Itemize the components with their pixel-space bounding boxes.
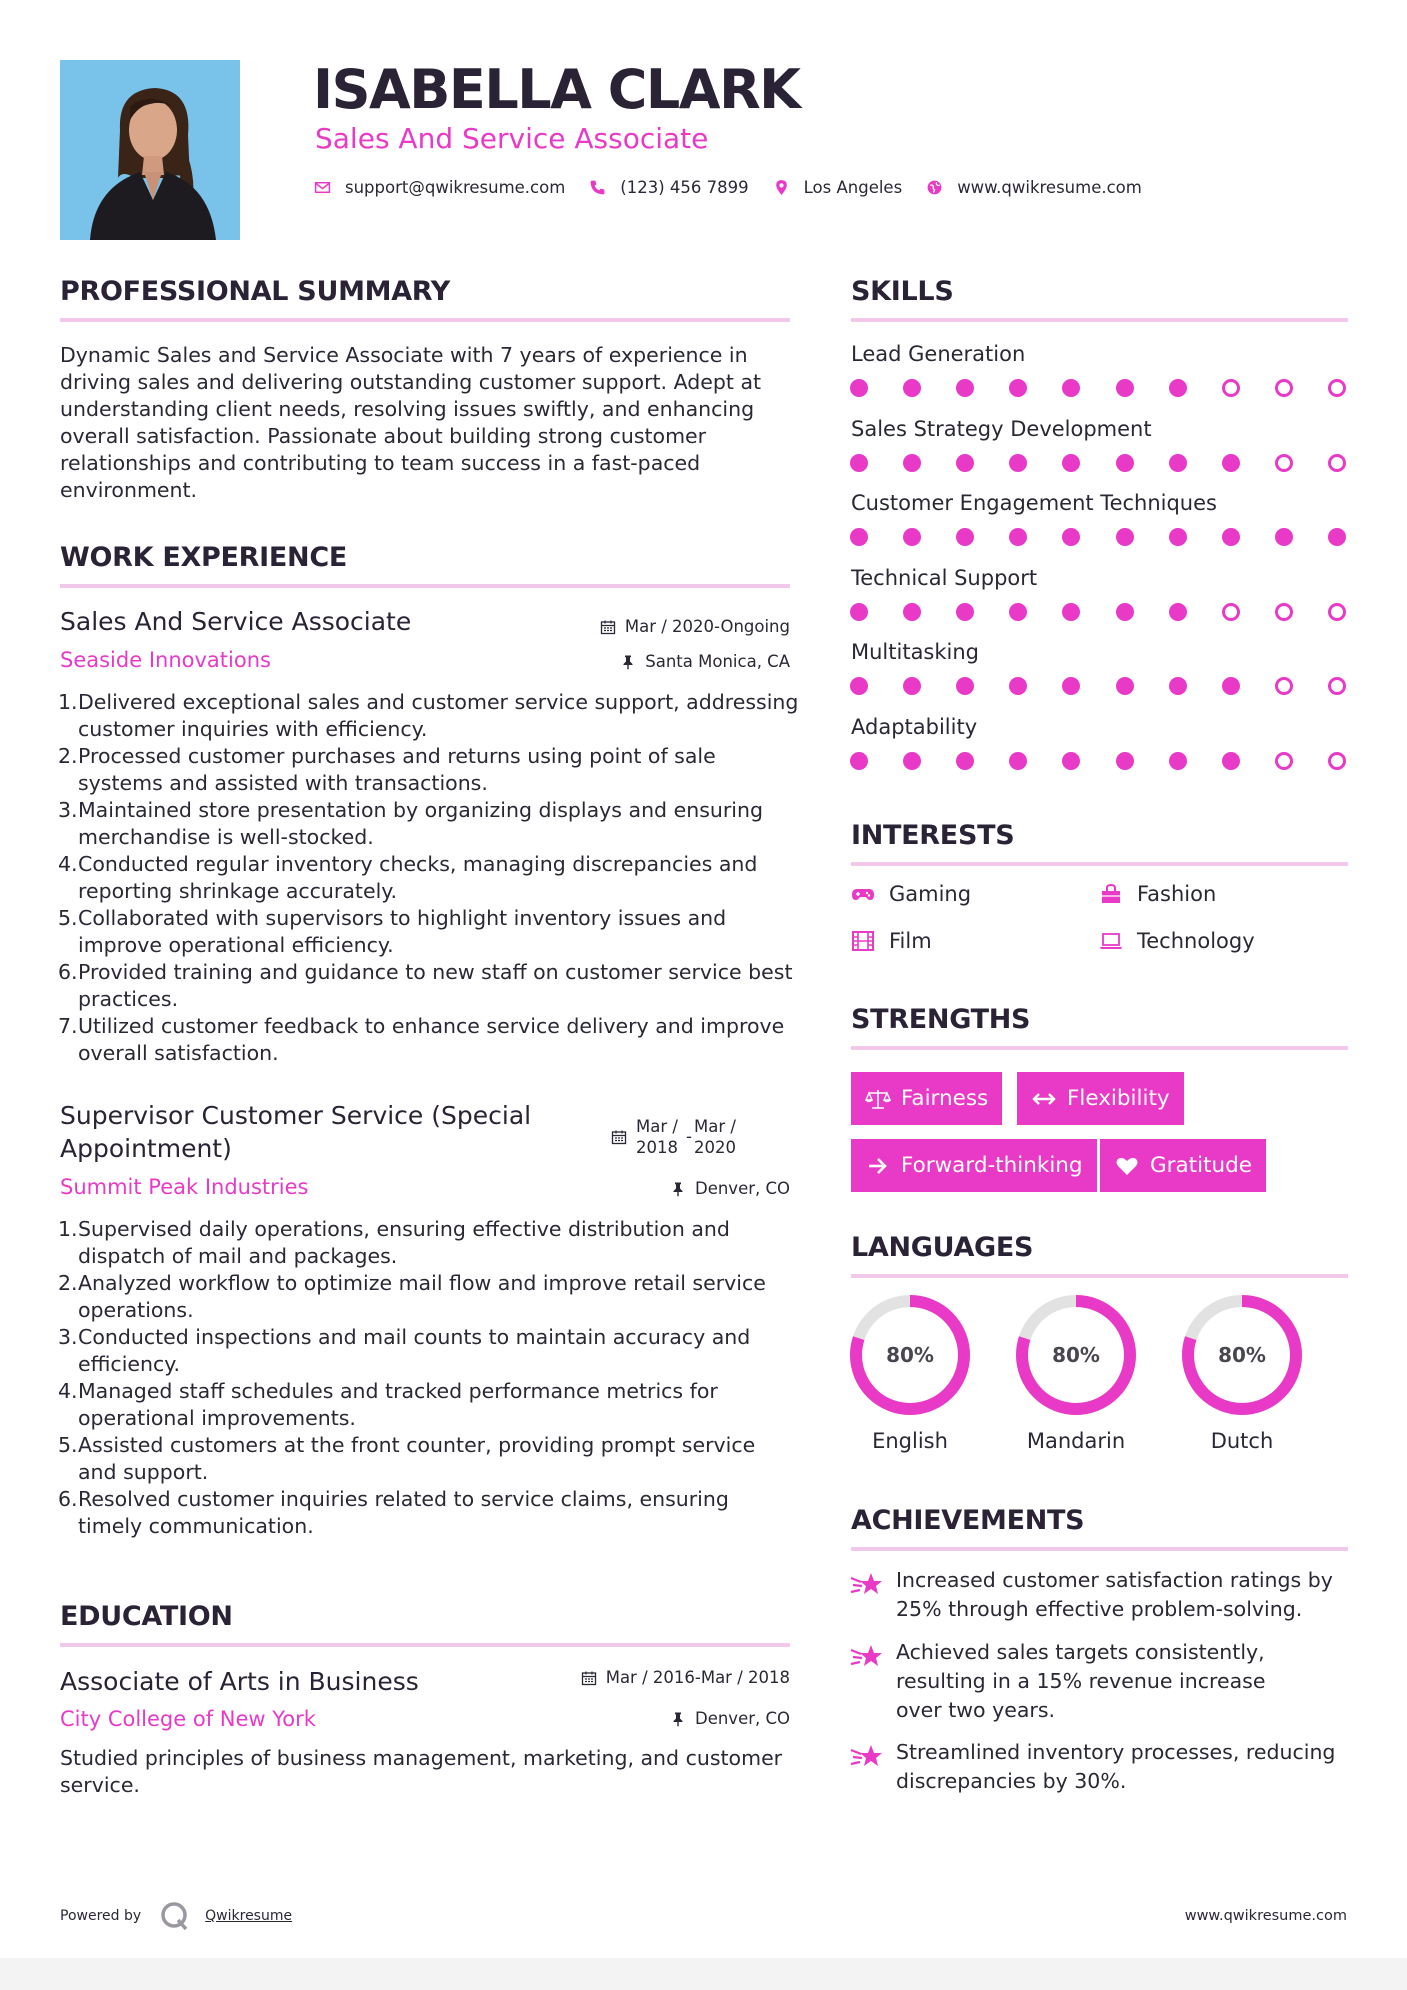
contact-location bbox=[773, 178, 903, 197]
rating-dot-filled bbox=[956, 454, 974, 472]
education-location-text: Denver, CO bbox=[694, 1709, 790, 1728]
interest-gaming bbox=[851, 882, 971, 906]
skill-rating bbox=[850, 379, 1346, 397]
rating-dot-filled bbox=[903, 454, 921, 472]
education-description: Studied principles of business management, marketing, and customer service. bbox=[60, 1746, 783, 1797]
rating-dot-filled bbox=[956, 752, 974, 770]
calendar-icon bbox=[600, 619, 616, 635]
bullet-text: Delivered exceptional sales and customer service support, addressing customer inquiries with efficiency. bbox=[78, 690, 799, 741]
experience-heading: WORK EXPERIENCE bbox=[60, 542, 347, 573]
strengths-heading: STRENGTHS bbox=[851, 1004, 1031, 1035]
language-name: Mandarin bbox=[1026, 1429, 1126, 1453]
job-location bbox=[670, 1179, 790, 1198]
language-name: Dutch bbox=[1210, 1429, 1274, 1453]
experience-divider bbox=[60, 584, 790, 588]
rating-dot-empty bbox=[1275, 603, 1293, 621]
rating-dot-filled bbox=[1009, 677, 1027, 695]
bullet-text: Managed staff schedules and tracked performance metrics for operational improvements. bbox=[78, 1379, 718, 1430]
rating-dot-filled bbox=[1116, 454, 1134, 472]
film-icon bbox=[851, 930, 875, 952]
footer-powered-by bbox=[60, 1900, 292, 1932]
list-item: 4. Managed staff schedules and tracked performance metrics for operational improvements. bbox=[58, 1379, 718, 1430]
globe-icon bbox=[926, 179, 943, 196]
rating-dot-filled bbox=[1009, 752, 1027, 770]
skill-rating bbox=[850, 603, 1346, 621]
job-date-start: Mar / 2018 bbox=[636, 1117, 678, 1157]
rating-dot-filled bbox=[850, 677, 868, 695]
education-location bbox=[670, 1709, 790, 1728]
education-date bbox=[581, 1668, 790, 1687]
rating-dot-filled bbox=[1169, 454, 1187, 472]
bullet-text: Processed customer purchases and returns using point of sale systems and assisted with transactions. bbox=[78, 744, 716, 795]
skill-rating bbox=[850, 752, 1346, 770]
strengths-divider bbox=[851, 1046, 1348, 1050]
shopping-bag-icon bbox=[1099, 883, 1123, 905]
phone-icon bbox=[589, 179, 606, 196]
pushpin-icon bbox=[670, 1181, 686, 1197]
footer-website[interactable]: www.qwikresume.com bbox=[1184, 1908, 1347, 1924]
rating-dot-filled bbox=[956, 603, 974, 621]
strength-label: Gratitude bbox=[1150, 1153, 1253, 1178]
rating-dot-filled bbox=[1222, 528, 1240, 546]
bullet-text: Conducted regular inventory checks, managing discrepancies and reporting shrinkage accurately. bbox=[78, 852, 758, 903]
skill-name: Sales Strategy Development bbox=[851, 416, 1152, 441]
rating-dot-empty bbox=[1222, 603, 1240, 621]
rating-dot-filled bbox=[1169, 603, 1187, 621]
person-portrait-icon bbox=[60, 60, 240, 240]
language-progress-ring bbox=[848, 1293, 972, 1417]
rating-dot-filled bbox=[1169, 379, 1187, 397]
rating-dot-filled bbox=[850, 379, 868, 397]
arrow-right-icon bbox=[865, 1155, 891, 1177]
achievement-item: Achieved sales targets consistently, resulting in a 15% revenue increase over two years. bbox=[896, 1640, 1266, 1722]
strength-label: Forward-thinking bbox=[901, 1153, 1083, 1178]
strength-tag-fairness bbox=[851, 1072, 1002, 1125]
gamepad-icon bbox=[851, 883, 875, 905]
bottom-bar bbox=[0, 1958, 1407, 1990]
rating-dot-filled bbox=[1275, 528, 1293, 546]
skill-rating bbox=[850, 528, 1346, 546]
rating-dot-filled bbox=[1062, 528, 1080, 546]
job-title: Supervisor Customer Service (Special Appointment) bbox=[60, 1101, 532, 1163]
job-bullets bbox=[60, 689, 800, 1067]
rating-dot-filled bbox=[1062, 454, 1080, 472]
list-item: 7. Utilized customer feedback to enhance service delivery and improve overall satisfaction. bbox=[58, 1014, 785, 1065]
interests-divider bbox=[851, 862, 1348, 866]
rating-dot-filled bbox=[903, 677, 921, 695]
profile-photo bbox=[60, 60, 240, 240]
rating-dot-filled bbox=[1222, 677, 1240, 695]
rating-dot-filled bbox=[850, 603, 868, 621]
job-date-separator: - bbox=[686, 1127, 692, 1146]
school-name: City College of New York bbox=[60, 1707, 316, 1731]
achievements-heading: ACHIEVEMENTS bbox=[851, 1505, 1085, 1536]
bullet-text: Utilized customer feedback to enhance service delivery and improve overall satisfaction. bbox=[78, 1014, 785, 1065]
rating-dot-empty bbox=[1328, 379, 1346, 397]
rating-dot-filled bbox=[1328, 528, 1346, 546]
rating-dot-filled bbox=[1169, 752, 1187, 770]
qwikresume-logo-icon bbox=[159, 1900, 191, 1932]
language-percent: 80% bbox=[886, 1343, 934, 1367]
education-divider bbox=[60, 1643, 790, 1647]
list-item: 2. Processed customer purchases and returns using point of sale systems and assisted with transactions. bbox=[58, 744, 716, 795]
skill-rating bbox=[850, 454, 1346, 472]
rating-dot-empty bbox=[1328, 454, 1346, 472]
shooting-star-icon bbox=[849, 1742, 883, 1772]
bullet-text: Assisted customers at the front counter, providing prompt service and support. bbox=[78, 1433, 756, 1484]
rating-dot-filled bbox=[1062, 379, 1080, 397]
language-progress-ring bbox=[1180, 1293, 1304, 1417]
rating-dot-empty bbox=[1328, 603, 1346, 621]
skill-rating bbox=[850, 677, 1346, 695]
location-text: Los Angeles bbox=[803, 178, 903, 197]
interest-film bbox=[851, 929, 932, 953]
interest-label: Fashion bbox=[1137, 882, 1217, 906]
rating-dot-filled bbox=[956, 528, 974, 546]
bullet-text: Supervised daily operations, ensuring effective distribution and dispatch of mail and packages. bbox=[78, 1217, 730, 1268]
summary-divider bbox=[60, 318, 790, 322]
company-name: Summit Peak Industries bbox=[60, 1175, 309, 1199]
bullet-text: Provided training and guidance to new staff on customer service best practices. bbox=[78, 960, 793, 1011]
rating-dot-filled bbox=[956, 677, 974, 695]
interest-technology bbox=[1099, 929, 1255, 953]
rating-dot-empty bbox=[1275, 677, 1293, 695]
rating-dot-filled bbox=[1222, 752, 1240, 770]
heart-icon bbox=[1114, 1155, 1140, 1177]
arrows-horizontal-icon bbox=[1031, 1088, 1057, 1110]
interest-fashion bbox=[1099, 882, 1216, 906]
skill-name: Lead Generation bbox=[851, 342, 1026, 366]
pushpin-icon bbox=[620, 654, 636, 670]
rating-dot-empty bbox=[1275, 379, 1293, 397]
rating-dot-filled bbox=[1009, 454, 1027, 472]
skill-name: Adaptability bbox=[851, 714, 978, 739]
bullet-text: Collaborated with supervisors to highlight inventory issues and improve operational efficiency. bbox=[78, 906, 727, 957]
candidate-name: ISABELLA CLARK bbox=[313, 58, 800, 121]
rating-dot-filled bbox=[903, 528, 921, 546]
rating-dot-filled bbox=[1009, 379, 1027, 397]
skill-name: Customer Engagement Techniques bbox=[851, 491, 1217, 515]
rating-dot-filled bbox=[903, 379, 921, 397]
list-item: 4. Conducted regular inventory checks, managing discrepancies and reporting shrinkage accurately. bbox=[58, 852, 758, 903]
strength-label: Fairness bbox=[901, 1086, 989, 1111]
job-date-text: Mar / 2020-Ongoing bbox=[624, 617, 790, 636]
education-date-text: Mar / 2016-Mar / 2018 bbox=[605, 1668, 790, 1687]
summary-text: Dynamic Sales and Service Associate with 7 years of experience in driving sales and delivering outstanding customer support. Adept at understanding client needs, resolving issues swiftly, and enhancing overall satisfaction. Passionate about building strong customer relationships and contributing to team success in a fast-paced environment. bbox=[60, 343, 762, 502]
interest-label: Film bbox=[889, 929, 932, 953]
achievement-item: Streamlined inventory processes, reducing discrepancies by 30%. bbox=[896, 1740, 1336, 1793]
skills-heading: SKILLS bbox=[851, 276, 954, 307]
rating-dot-filled bbox=[1062, 677, 1080, 695]
list-item: 1. Delivered exceptional sales and customer service support, addressing customer inquiries with efficiency. bbox=[58, 690, 799, 741]
rating-dot-filled bbox=[1062, 752, 1080, 770]
calendar-icon bbox=[611, 1129, 627, 1145]
job-date-end: Mar / 2020 bbox=[693, 1117, 736, 1157]
list-item: 5. Collaborated with supervisors to highlight inventory issues and improve operational efficiency. bbox=[58, 906, 727, 957]
bullet-text: Maintained store presentation by organizing displays and ensuring merchandise is well-stocked. bbox=[78, 798, 763, 849]
job-location bbox=[620, 652, 790, 671]
balance-scale-icon bbox=[865, 1088, 891, 1110]
envelope-icon bbox=[314, 179, 331, 196]
rating-dot-filled bbox=[850, 528, 868, 546]
company-name: Seaside Innovations bbox=[60, 648, 271, 672]
achievement-item: Increased customer satisfaction ratings by 25% through effective problem-solving. bbox=[896, 1568, 1333, 1621]
rating-dot-filled bbox=[956, 379, 974, 397]
rating-dot-filled bbox=[1116, 379, 1134, 397]
achievements-divider bbox=[851, 1547, 1348, 1551]
rating-dot-filled bbox=[1009, 603, 1027, 621]
skill-name: Multitasking bbox=[851, 640, 980, 664]
interest-label: Technology bbox=[1137, 929, 1255, 953]
job-date bbox=[600, 617, 790, 636]
rating-dot-filled bbox=[903, 752, 921, 770]
summary-heading: PROFESSIONAL SUMMARY bbox=[60, 276, 451, 307]
bullet-text: Resolved customer inquiries related to service claims, ensuring timely communication. bbox=[78, 1487, 729, 1538]
skill-name: Technical Support bbox=[851, 565, 1038, 590]
website-text: www.qwikresume.com bbox=[957, 178, 1142, 197]
list-item: 3. Conducted inspections and mail counts to maintain accuracy and efficiency. bbox=[58, 1325, 751, 1376]
list-item: 2. Analyzed workflow to optimize mail flow and improve retail service operations. bbox=[58, 1271, 766, 1322]
list-item: 3. Maintained store presentation by organizing displays and ensuring merchandise is well-stocked. bbox=[58, 798, 763, 849]
powered-by-text: Powered by bbox=[60, 1908, 142, 1924]
rating-dot-filled bbox=[1009, 528, 1027, 546]
contact-email[interactable] bbox=[314, 178, 565, 197]
strength-tag-flexibility bbox=[1017, 1072, 1184, 1125]
list-item: 1. Supervised daily operations, ensuring effective distribution and dispatch of mail and packages. bbox=[58, 1217, 730, 1268]
rating-dot-filled bbox=[1116, 528, 1134, 546]
rating-dot-empty bbox=[1275, 752, 1293, 770]
list-item: 6. Resolved customer inquiries related to service claims, ensuring timely communication. bbox=[58, 1487, 729, 1538]
list-item: 6. Provided training and guidance to new staff on customer service best practices. bbox=[58, 960, 793, 1011]
job-date bbox=[611, 1116, 744, 1158]
rating-dot-filled bbox=[850, 752, 868, 770]
skills-divider bbox=[851, 318, 1348, 322]
language-percent: 80% bbox=[1052, 1343, 1100, 1367]
job-location-text: Denver, CO bbox=[694, 1179, 790, 1198]
rating-dot-empty bbox=[1328, 752, 1346, 770]
rating-dot-empty bbox=[1328, 677, 1346, 695]
degree-name: Associate of Arts in Business bbox=[60, 1667, 419, 1696]
job-bullets bbox=[60, 1216, 782, 1540]
bullet-text: Analyzed workflow to optimize mail flow and improve retail service operations. bbox=[78, 1271, 766, 1322]
contact-phone[interactable] bbox=[589, 178, 748, 197]
rating-dot-filled bbox=[850, 454, 868, 472]
rating-dot-filled bbox=[903, 603, 921, 621]
rating-dot-filled bbox=[1169, 677, 1187, 695]
strength-tag-forward-thinking bbox=[851, 1139, 1097, 1192]
languages-heading: LANGUAGES bbox=[851, 1232, 1034, 1263]
interests-heading: INTERESTS bbox=[851, 820, 1015, 851]
language-percent: 80% bbox=[1218, 1343, 1266, 1367]
language-progress-ring bbox=[1014, 1293, 1138, 1417]
languages-divider bbox=[851, 1274, 1348, 1278]
strength-tag-gratitude bbox=[1100, 1139, 1266, 1192]
rating-dot-empty bbox=[1275, 454, 1293, 472]
rating-dot-filled bbox=[1116, 677, 1134, 695]
rating-dot-empty bbox=[1222, 379, 1240, 397]
language-name: English bbox=[872, 1429, 948, 1453]
shooting-star-icon bbox=[849, 1570, 883, 1600]
qwikresume-link[interactable]: Qwikresume bbox=[205, 1908, 293, 1924]
email-text: support@qwikresume.com bbox=[345, 178, 566, 197]
rating-dot-filled bbox=[1062, 603, 1080, 621]
bullet-text: Conducted inspections and mail counts to maintain accuracy and efficiency. bbox=[78, 1325, 751, 1376]
strength-label: Flexibility bbox=[1067, 1086, 1170, 1111]
contact-website[interactable] bbox=[926, 178, 1142, 197]
candidate-role: Sales And Service Associate bbox=[315, 122, 709, 155]
rating-dot-filled bbox=[1222, 454, 1240, 472]
interest-label: Gaming bbox=[889, 882, 972, 906]
job-title: Sales And Service Associate bbox=[60, 607, 412, 636]
list-item: 5. Assisted customers at the front counter, providing prompt service and support. bbox=[58, 1433, 756, 1484]
pushpin-icon bbox=[670, 1711, 686, 1727]
calendar-icon bbox=[581, 1670, 597, 1686]
education-heading: EDUCATION bbox=[60, 1601, 233, 1632]
rating-dot-filled bbox=[1116, 752, 1134, 770]
rating-dot-filled bbox=[1116, 603, 1134, 621]
shooting-star-icon bbox=[849, 1642, 883, 1672]
job-location-text: Santa Monica, CA bbox=[645, 652, 790, 671]
phone-text: (123) 456 7899 bbox=[620, 178, 749, 197]
rating-dot-filled bbox=[1169, 528, 1187, 546]
map-marker-icon bbox=[773, 179, 790, 196]
laptop-icon bbox=[1099, 930, 1123, 952]
contact-bar bbox=[314, 178, 1166, 197]
